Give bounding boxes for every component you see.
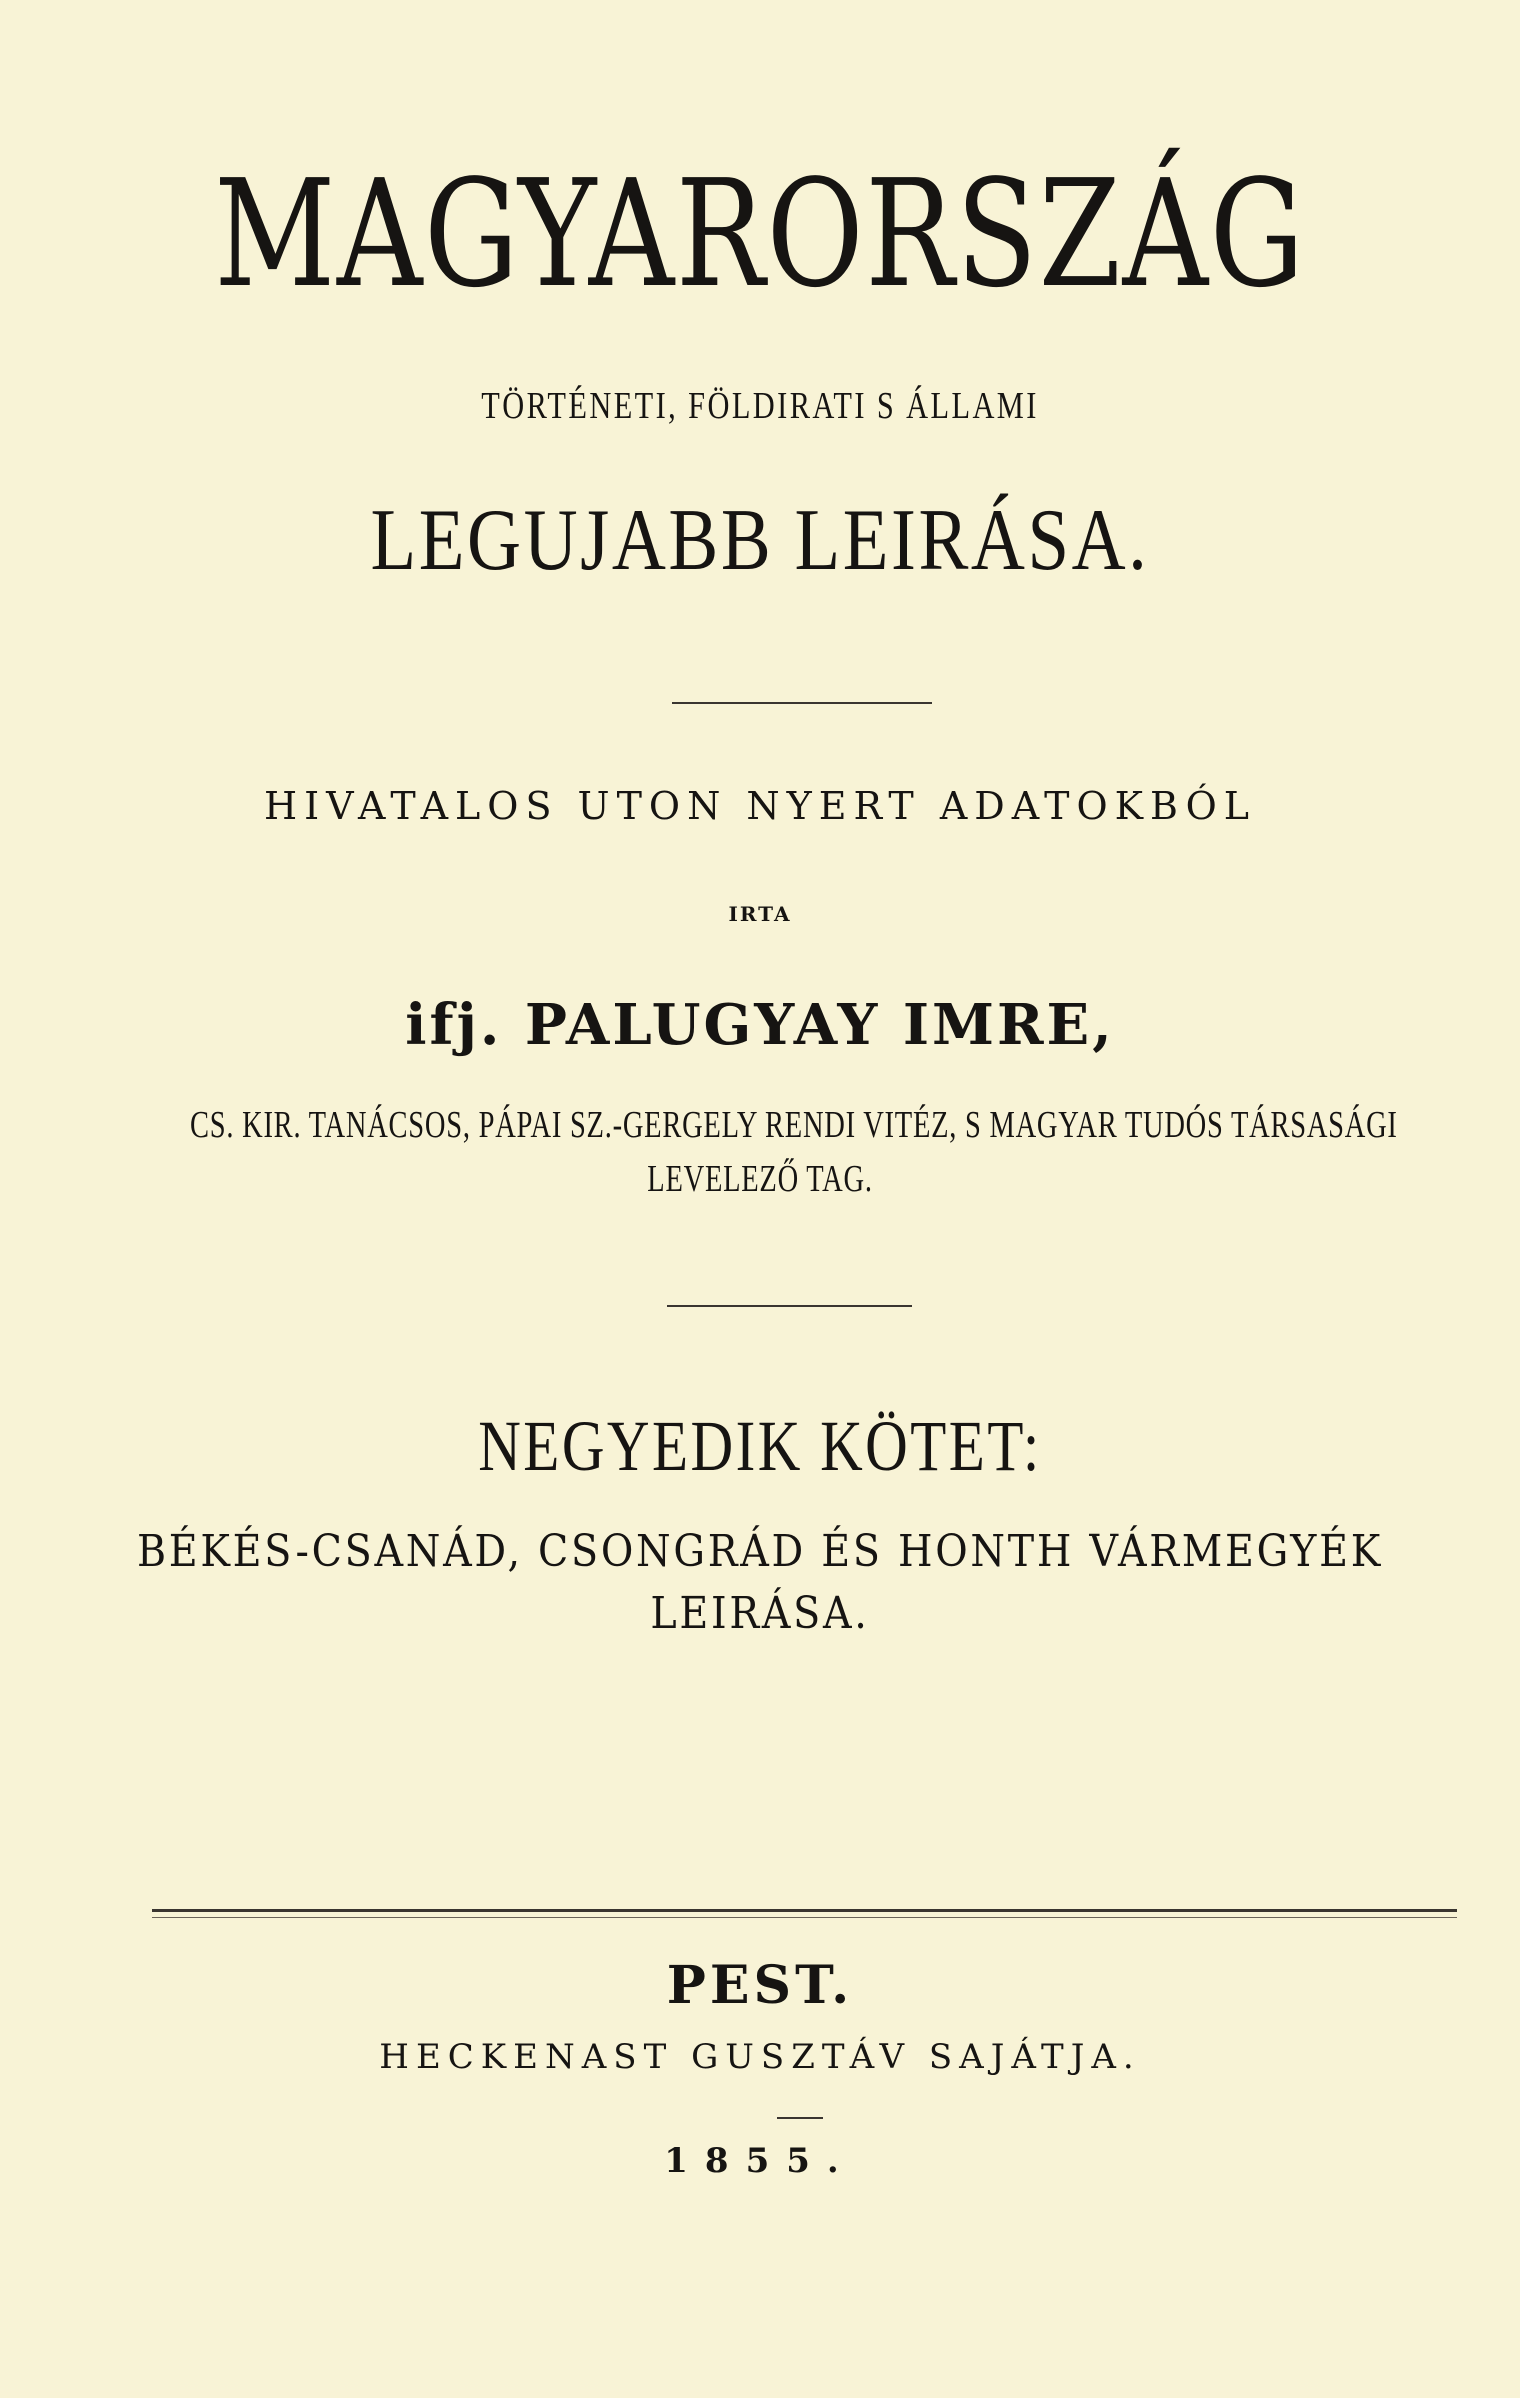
source-line: HIVATALOS UTON NYERT ADATOKBÓL bbox=[263, 784, 1257, 828]
author-credentials-line-1: CS. KIR. TANÁCSOS, PÁPAI SZ.-GERGELY RENDI VITÉZ, S MAGYAR TUDÓS TÁRSASÁGI bbox=[190, 1104, 1398, 1146]
subtitle-line-2: LEGUJABB LEIRÁSA. bbox=[370, 492, 1150, 589]
byline: IRTA bbox=[728, 902, 792, 926]
main-title: MAGYARORSZÁG bbox=[214, 148, 1306, 320]
double-rule-upper bbox=[152, 1909, 1457, 1912]
publisher: HECKENAST GUSZTÁV SAJÁTJA. bbox=[379, 2037, 1141, 2077]
double-rule-lower bbox=[152, 1917, 1457, 1918]
subtitle-line-1: TÖRTÉNETI, FÖLDIRATI S ÁLLAMI bbox=[481, 385, 1039, 427]
volume-description-line-2: LEIRÁSA. bbox=[650, 1588, 870, 1639]
short-rule-bottom bbox=[777, 2117, 823, 2119]
author-credentials-line-2: LEVELEZŐ TAG. bbox=[647, 1158, 873, 1200]
volume-title: NEGYEDIK KÖTET: bbox=[478, 1406, 1042, 1486]
volume-description-line-1: BÉKÉS-CSANÁD, CSONGRÁD ÉS HONTH VÁRMEGYÉK bbox=[136, 1526, 1384, 1577]
publication-place: PEST. bbox=[666, 1955, 854, 2016]
publication-year: 1855. bbox=[664, 2141, 856, 2181]
ornamental-rule-top bbox=[672, 702, 932, 704]
author-name: ifj. PALUGYAY IMRE, bbox=[405, 992, 1115, 1058]
divider-rule-middle bbox=[667, 1305, 912, 1307]
